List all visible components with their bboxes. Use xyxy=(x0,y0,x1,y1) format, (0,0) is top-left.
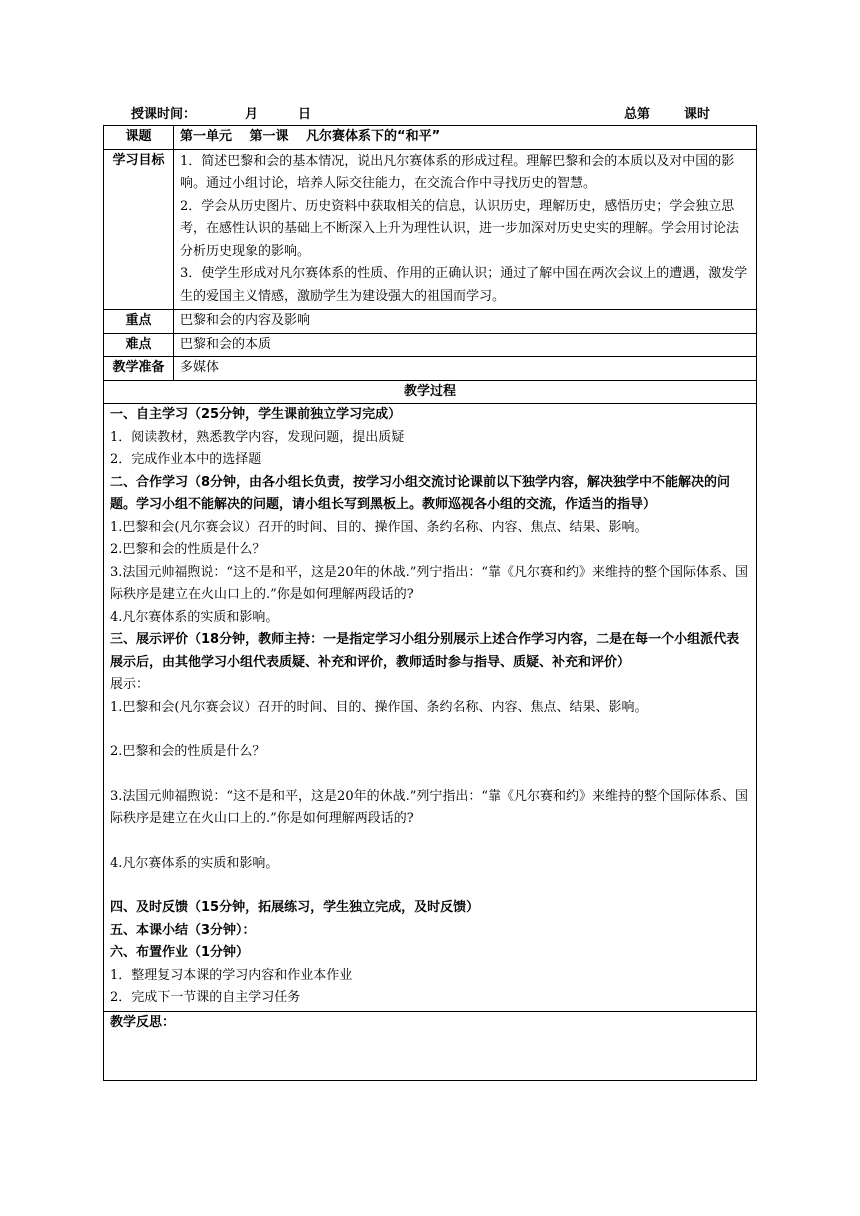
lesson-count-label: 课时 xyxy=(684,107,711,122)
topic-value: 第一单元 第一课 凡尔赛体系下的“和平” xyxy=(174,126,757,150)
list-item: 3.法国元帅福煦说：“这不是和平，这是20年的休战.”列宁指出：“靠《凡尔赛和约》来维持的整个国际体系、国际秩序是建立在火山口上的.”你是如何理解两段话的? xyxy=(110,788,749,826)
show-intro: 展示： xyxy=(110,677,150,692)
list-item: 3.法国元帅福煦说：“这不是和平，这是20年的休战.”列宁指出：“靠《凡尔赛和约》来维持的整个国际体系、国际秩序是建立在火山口上的.”你是如何理解两段话的? xyxy=(110,564,749,602)
topic-label: 课题 xyxy=(104,126,174,150)
section-heading: 五、本课小结（3分钟）： xyxy=(110,922,256,938)
section-heading: 一、自主学习（25分钟，学生课前独立学习完成） xyxy=(110,407,402,422)
goals-label: 学习目标 xyxy=(104,149,174,310)
list-item: 1.巴黎和会(凡尔赛会议）召开的时间、目的、操作国、条约名称、内容、焦点、结果、影响。 xyxy=(110,699,648,715)
lesson-header xyxy=(131,103,731,123)
goal-item: 2．学会从历史图片、历史资料中获取相关的信息，认识历史，理解历史，感悟历史；学会独立思考，在感性认识的基础上不断深入上升为理性认识，进一步加深对历史史实的理解。学会用讨论法分析历史现象的影响。 xyxy=(180,198,740,259)
class-time-label: 授课时间： xyxy=(131,107,197,122)
day-label: 日 xyxy=(298,107,312,122)
reflection-cell xyxy=(104,1011,757,1080)
lesson-plan-table xyxy=(103,125,757,1081)
key-point-label: 重点 xyxy=(104,310,174,334)
prep-value: 多媒体 xyxy=(174,357,757,381)
section-heading: 三、展示评价（18分钟，教师主持：一是指定学习小组分别展示上述合作学习内容，二是在每一个小组派代表展示后，由其他学习小组代表质疑、补充和评价，教师适时参与指导、质疑、补充和评价） xyxy=(110,632,740,670)
reflection-label: 教学反思： xyxy=(110,1014,176,1030)
prep-row xyxy=(104,357,757,381)
topic-row xyxy=(104,126,757,150)
goals-content xyxy=(174,149,757,310)
goal-item: 3．使学生形成对凡尔赛体系的性质、作用的正确认识；通过了解中国在两次会议上的遭遇，激发学生的爱国主义情感，激励学生为建设强大的祖国而学习。 xyxy=(180,266,748,304)
process-title: 教学过程 xyxy=(104,380,757,404)
section-heading: 六、布置作业（1分钟） xyxy=(110,945,250,960)
section-heading: 二、合作学习（8分钟，由各小组长负责，按学习小组交流讨论课前以下独学内容，解决独学中不能解决的问题。学习小组不能解决的问题，请小组长写到黑板上。教师巡视各小组的交流，作适当的指导） xyxy=(110,474,731,512)
list-item: 1．整理复习本课的学习内容和作业本作业 xyxy=(110,967,353,983)
difficulty-label: 难点 xyxy=(104,333,174,357)
list-item: 2．完成作业本中的选择题 xyxy=(110,452,262,467)
goal-item: 1．简述巴黎和会的基本情况，说出凡尔赛体系的形成过程。理解巴黎和会的本质以及对中国的影响。通过小组讨论，培养人际交往能力，在交流合作中寻找历史的智慧。 xyxy=(180,153,735,191)
process-row xyxy=(104,404,757,1012)
process-content xyxy=(104,404,757,1012)
section-heading: 四、及时反馈（15分钟，拓展练习，学生独立完成，及时反馈） xyxy=(110,900,480,915)
list-item: 1.巴黎和会(凡尔赛会议）召开的时间、目的、操作国、条约名称、内容、焦点、结果、影响。 xyxy=(110,519,648,535)
difficulty-row xyxy=(104,333,757,357)
goals-row xyxy=(104,149,757,310)
list-item: 2．完成下一节课的自主学习任务 xyxy=(110,990,301,1005)
list-item: 1．阅读教材，熟悉教学内容，发现问题，提出质疑 xyxy=(110,429,405,445)
key-point-row xyxy=(104,310,757,334)
difficulty-value: 巴黎和会的本质 xyxy=(174,333,757,357)
prep-label: 教学准备 xyxy=(104,357,174,381)
list-item: 4.凡尔赛体系的实质和影响。 xyxy=(110,855,279,871)
reflection-row xyxy=(104,1011,757,1080)
list-item: 2.巴黎和会的性质是什么？ xyxy=(110,542,266,557)
list-item: 2.巴黎和会的性质是什么？ xyxy=(110,744,266,759)
total-label: 总第 xyxy=(624,107,651,122)
month-label: 月 xyxy=(245,107,259,122)
process-title-row xyxy=(104,380,757,404)
key-point-value: 巴黎和会的内容及影响 xyxy=(174,310,757,334)
list-item: 4.凡尔赛体系的实质和影响。 xyxy=(110,609,279,625)
